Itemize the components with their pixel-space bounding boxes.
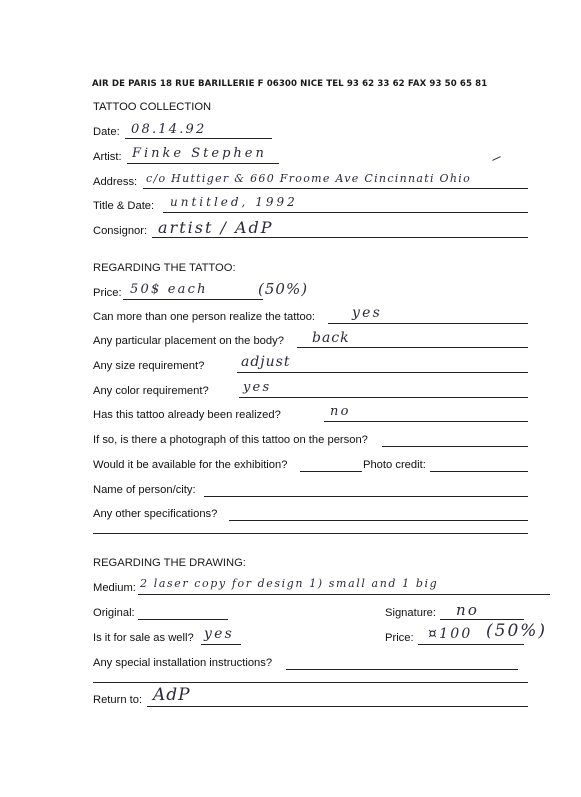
address-label: Address: <box>93 176 138 188</box>
title-date-line <box>163 212 528 213</box>
for-sale-value[interactable]: yes <box>204 626 234 642</box>
consignor-value[interactable]: artist / AdP <box>158 218 274 237</box>
tattoo-price-label: Price: <box>93 287 122 299</box>
drawing-price-label: Price: <box>385 632 414 644</box>
for-sale-line <box>201 644 241 645</box>
for-sale-label: Is it for sale as well? <box>93 632 194 644</box>
drawing-price-value[interactable]: ¤100 <box>428 626 473 642</box>
more-than-one-label: Can more than one person realize the tattoo: <box>93 311 316 323</box>
date-value[interactable]: 08.14.92 <box>131 122 207 137</box>
installation-line <box>286 669 518 670</box>
title-date-value[interactable]: untitled, 1992 <box>170 195 298 209</box>
medium-label: Medium: <box>93 582 136 594</box>
name-city-label: Name of person/city: <box>93 484 196 496</box>
return-to-label: Return to: <box>93 694 143 706</box>
return-to-value[interactable]: AdP <box>153 685 191 705</box>
date-line <box>125 138 272 139</box>
consignor-line <box>152 237 528 238</box>
color-line <box>239 397 528 398</box>
other-specs-label: Any other specifications? <box>93 508 218 520</box>
color-value[interactable]: yes <box>243 380 272 395</box>
installation-label: Any special installation instructions? <box>93 657 273 669</box>
signature-line <box>440 619 524 620</box>
tattoo-section-heading: REGARDING THE TATTOO: <box>93 262 236 274</box>
medium-value[interactable]: 2 laser copy for design 1) small and 1 big <box>140 577 439 590</box>
drawing-price-percent: (50%) <box>486 621 548 641</box>
size-value[interactable]: adjust <box>241 354 291 370</box>
color-label: Any color requirement? <box>93 385 209 397</box>
extra-specs-line <box>93 533 528 534</box>
pen-mark <box>492 156 501 161</box>
realized-label: Has this tattoo already been realized? <box>93 409 281 421</box>
return-to-line <box>147 706 528 707</box>
artist-label: Artist: <box>93 151 122 163</box>
address-line <box>143 188 528 189</box>
signature-label: Signature: <box>385 607 436 619</box>
title-date-label: Title & Date: <box>93 200 155 212</box>
other-specs-line <box>229 520 528 521</box>
artist-value[interactable]: Finke Stephen <box>132 146 267 161</box>
placement-line <box>297 347 528 348</box>
artist-line <box>127 163 279 164</box>
photograph-line <box>382 446 528 447</box>
size-line <box>237 372 528 373</box>
photo-credit-label: Photo credit: <box>363 459 426 471</box>
original-label: Original: <box>93 607 135 619</box>
realized-line <box>324 421 528 422</box>
signature-value[interactable]: no <box>456 601 480 619</box>
tattoo-price-line <box>123 299 263 300</box>
original-line <box>138 619 228 620</box>
placement-value[interactable]: back <box>312 330 350 346</box>
tattoo-price-value[interactable]: 50$ each <box>130 282 208 297</box>
date-label: Date: <box>93 126 120 138</box>
more-than-one-value[interactable]: yes <box>352 305 382 321</box>
name-city-line <box>204 496 528 497</box>
photo-credit-line <box>430 471 528 472</box>
placement-label: Any particular placement on the body? <box>93 335 284 347</box>
realized-value[interactable]: no <box>330 404 351 419</box>
drawing-section-heading: REGARDING THE DRAWING: <box>93 557 246 569</box>
tattoo-price-percent: (50%) <box>258 280 309 298</box>
drawing-price-line <box>418 644 524 645</box>
more-than-one-line <box>328 323 528 324</box>
exhibition-line <box>300 471 362 472</box>
medium-line <box>138 594 550 595</box>
form-title: TATTOO COLLECTION <box>93 101 212 113</box>
exhibition-label: Would it be available for the exhibition? <box>93 459 288 471</box>
photograph-label: If so, is there a photograph of this tattoo on the person? <box>93 434 368 446</box>
extra-installation-line <box>93 682 528 683</box>
consignor-label: Consignor: <box>93 225 148 237</box>
gallery-header: AIR DE PARIS 18 RUE BARILLERIE F 06300 NICE TEL 93 62 33 62 FAX 93 50 65 81 <box>92 79 488 89</box>
size-label: Any size requirement? <box>93 360 205 372</box>
address-value[interactable]: c/o Huttiger & 660 Froome Ave Cincinnati Ohio <box>146 172 472 185</box>
